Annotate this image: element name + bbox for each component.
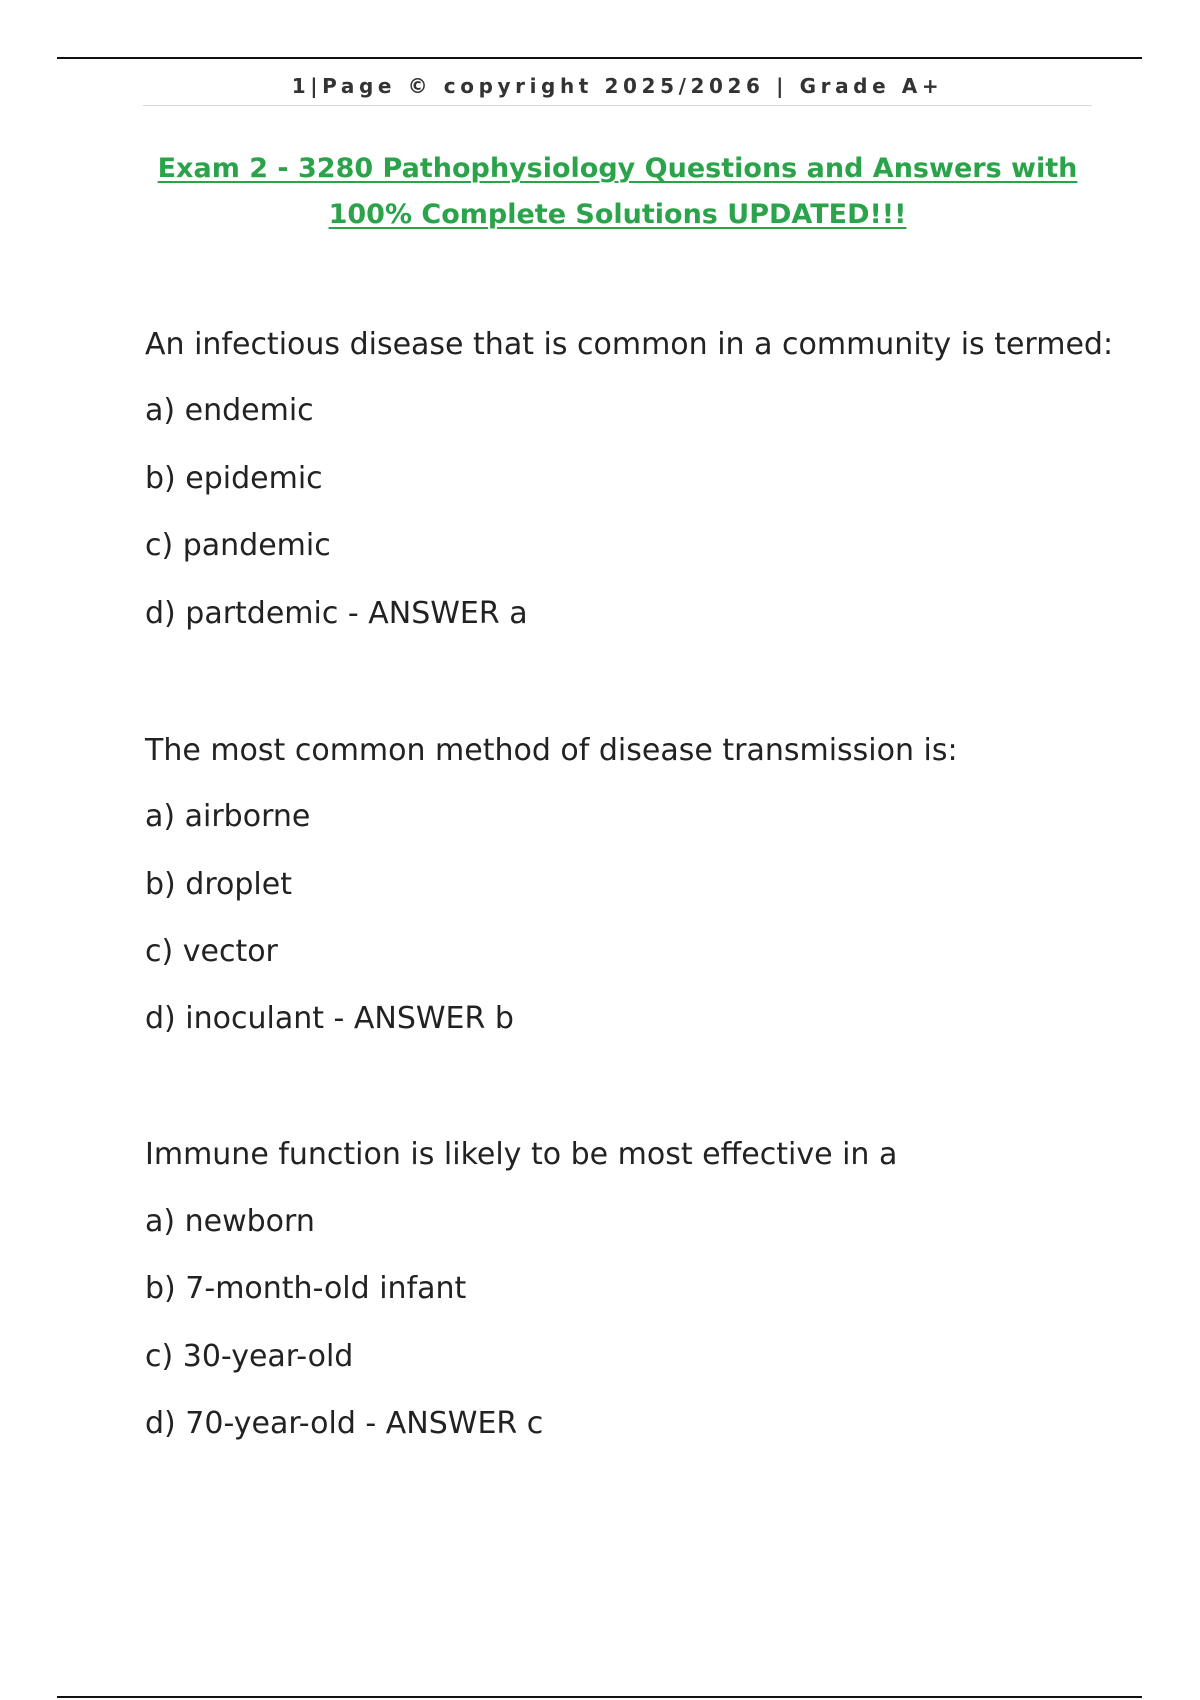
top-divider <box>57 57 1142 59</box>
question-3-option-b: b) 7-month-old infant <box>145 1271 467 1306</box>
question-2-option-b: b) droplet <box>145 867 292 902</box>
question-3-stem: Immune function is likely to be most effective in a <box>145 1137 898 1172</box>
question-1-option-d: d) partdemic - ANSWER a <box>145 596 528 631</box>
question-2-option-d: d) inoculant - ANSWER b <box>145 1001 514 1036</box>
title-line-1: Exam 2 - 3280 Pathophysiology Questions and Answers with <box>157 153 1078 184</box>
question-2-stem: The most common method of disease transmission is: <box>145 733 958 768</box>
question-2-option-a: a) airborne <box>145 799 311 834</box>
title-line-2: 100% Complete Solutions UPDATED!!! <box>328 199 907 230</box>
question-1-stem: An infectious disease that is common in a community is termed: <box>145 327 1114 362</box>
question-3-option-d: d) 70-year-old - ANSWER c <box>145 1406 544 1441</box>
question-3-option-a: a) newborn <box>145 1204 315 1239</box>
question-3-option-c: c) 30-year-old <box>145 1339 354 1374</box>
header-divider <box>143 105 1092 106</box>
question-1-option-c: c) pandemic <box>145 528 331 563</box>
question-2-option-c: c) vector <box>145 934 278 969</box>
question-1-option-b: b) epidemic <box>145 461 323 496</box>
question-1-option-a: a) endemic <box>145 393 314 428</box>
bottom-divider <box>57 1696 1142 1698</box>
document-title <box>100 146 1135 238</box>
page-header: 1|Page © copyright 2025/2026 | Grade A+ <box>291 74 944 98</box>
